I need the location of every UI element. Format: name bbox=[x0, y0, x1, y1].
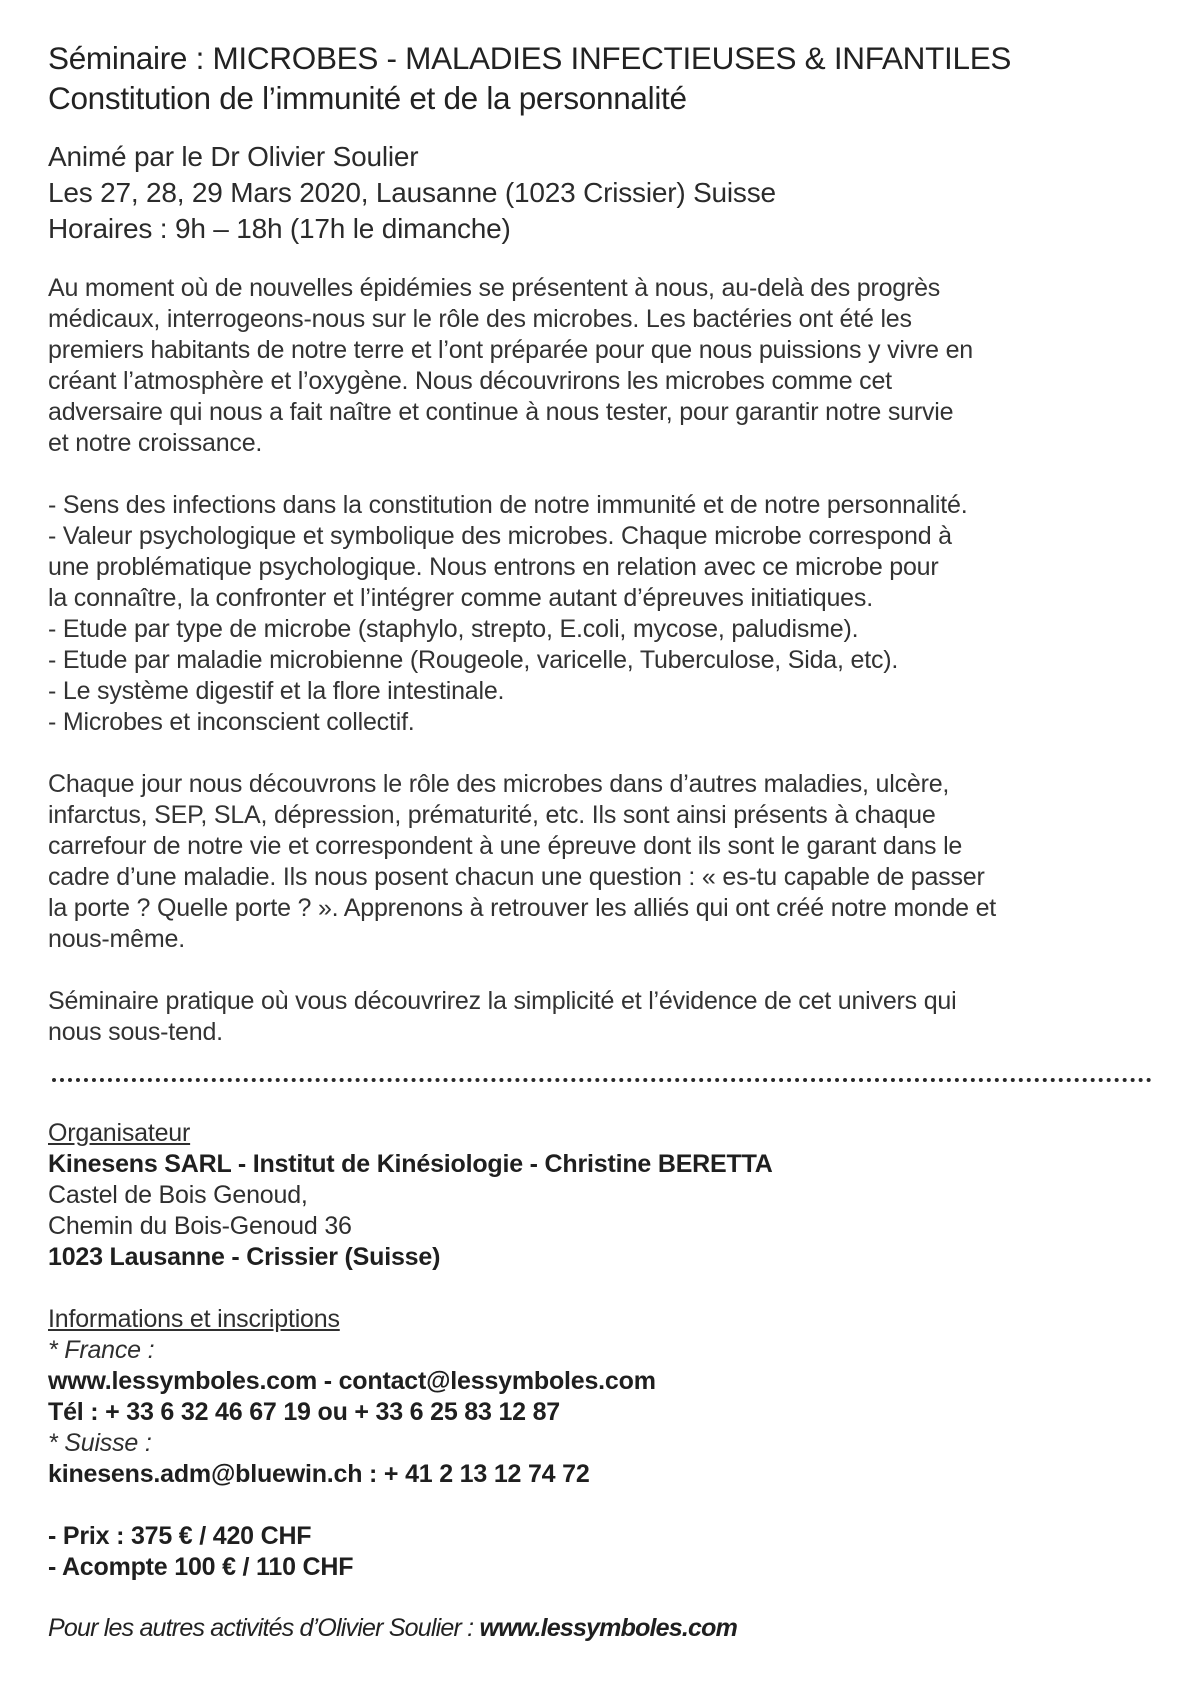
topic-item: - Etude par type de microbe (staphylo, strepto, E.coli, mycose, paludisme). bbox=[48, 615, 859, 643]
text-line: médicaux, interrogeons-nous sur le rôle des microbes. Les bactéries ont été les bbox=[48, 305, 912, 333]
flyer-page bbox=[48, 38, 1158, 1643]
france-phone: Tél : + 33 6 32 46 67 19 ou + 33 6 25 83 12 87 bbox=[48, 1398, 561, 1426]
organizer-address-line: Chemin du Bois-Genoud 36 bbox=[48, 1212, 352, 1240]
text-line: la porte ? Quelle porte ? ». Apprenons à retrouver les alliés qui ont créé notre monde et bbox=[48, 894, 997, 922]
topic-list bbox=[48, 490, 1158, 738]
dotted-divider bbox=[52, 1078, 1152, 1082]
text-line: nous-même. bbox=[48, 925, 185, 953]
text-line: carrefour de notre vie et correspondent à une épreuve dont ils sont le garant dans le bbox=[48, 832, 963, 860]
seminar-host: Animé par le Dr Olivier Soulier bbox=[48, 141, 419, 172]
organizer-address-line: Castel de Bois Genoud, bbox=[48, 1181, 308, 1209]
text-line: Au moment où de nouvelles épidémies se présentent à nous, au-delà des progrès bbox=[48, 274, 941, 302]
topic-item: - Le système digestif et la flore intestinale. bbox=[48, 677, 505, 705]
seminar-meta bbox=[48, 139, 1158, 247]
text-line: Chaque jour nous découvrons le rôle des microbes dans d’autres maladies, ulcère, bbox=[48, 770, 950, 798]
page-title: Séminaire : MICROBES - MALADIES INFECTIEUSES & INFANTILES bbox=[48, 40, 1012, 76]
seminar-dates: Les 27, 28, 29 Mars 2020, Lausanne (1023 Crissier) Suisse bbox=[48, 177, 776, 208]
intro-paragraph bbox=[48, 273, 1158, 1048]
text-line: adversaire qui nous a fait naître et continue à nous tester, pour garantir notre survie bbox=[48, 398, 954, 426]
topic-item: la connaître, la confronter et l’intégrer comme autant d’épreuves initiatiques. bbox=[48, 584, 873, 612]
france-web-email[interactable]: www.lessymboles.com - contact@lessymboles.com bbox=[48, 1367, 656, 1395]
text-line: Séminaire pratique où vous découvrirez la simplicité et l’évidence de cet univers qui bbox=[48, 987, 957, 1015]
seminar-hours: Horaires : 9h – 18h (17h le dimanche) bbox=[48, 213, 511, 244]
practical-paragraph bbox=[48, 986, 1158, 1048]
text-line: et notre croissance. bbox=[48, 429, 263, 457]
info-heading: Informations et inscriptions bbox=[48, 1305, 340, 1333]
france-label: * France : bbox=[48, 1336, 155, 1364]
text-line: infarctus, SEP, SLA, dépression, prématurité, etc. Ils sont ainsi présents à chaque bbox=[48, 801, 936, 829]
topic-item: - Valeur psychologique et symbolique des microbes. Chaque microbe correspond à bbox=[48, 522, 952, 550]
footer-website-link[interactable]: www.lessymboles.com bbox=[479, 1614, 738, 1642]
topic-item: - Sens des infections dans la constitution de notre immunité et de notre personnalité. bbox=[48, 491, 968, 519]
text-line: créant l’atmosphère et l’oxygène. Nous découvrirons les microbes comme cet bbox=[48, 367, 892, 395]
footer-note bbox=[48, 1614, 1158, 1643]
topic-item: - Microbes et inconscient collectif. bbox=[48, 708, 415, 736]
text-line: cadre d’une maladie. Ils nous posent chacun une question : « es-tu capable de passer bbox=[48, 863, 985, 891]
text-line: premiers habitants de notre terre et l’ont préparée pour que nous puissions y vivre en bbox=[48, 336, 973, 364]
organizer-name: Kinesens SARL - Institut de Kinésiologie - Christine BERETTA bbox=[48, 1150, 773, 1178]
text-line: nous sous-tend. bbox=[48, 1018, 223, 1046]
page-subtitle: Constitution de l’immunité et de la personnalité bbox=[48, 80, 687, 116]
topic-item: - Etude par maladie microbienne (Rougeole, varicelle, Tuberculose, Sida, etc). bbox=[48, 646, 899, 674]
contact-section bbox=[48, 1118, 1158, 1583]
price: - Prix : 375 € / 420 CHF bbox=[48, 1522, 312, 1550]
deposit: - Acompte 100 € / 110 CHF bbox=[48, 1553, 354, 1581]
suisse-contact[interactable]: kinesens.adm@bluewin.ch : + 41 2 13 12 74 72 bbox=[48, 1460, 590, 1488]
organizer-heading: Organisateur bbox=[48, 1119, 191, 1147]
daily-paragraph bbox=[48, 769, 1158, 955]
footer-text: Pour les autres activités d’Olivier Soulier : bbox=[48, 1614, 480, 1642]
topic-item: une problématique psychologique. Nous entrons en relation avec ce microbe pour bbox=[48, 553, 939, 581]
suisse-label: * Suisse : bbox=[48, 1429, 152, 1457]
organizer-city: 1023 Lausanne - Crissier (Suisse) bbox=[48, 1243, 441, 1271]
